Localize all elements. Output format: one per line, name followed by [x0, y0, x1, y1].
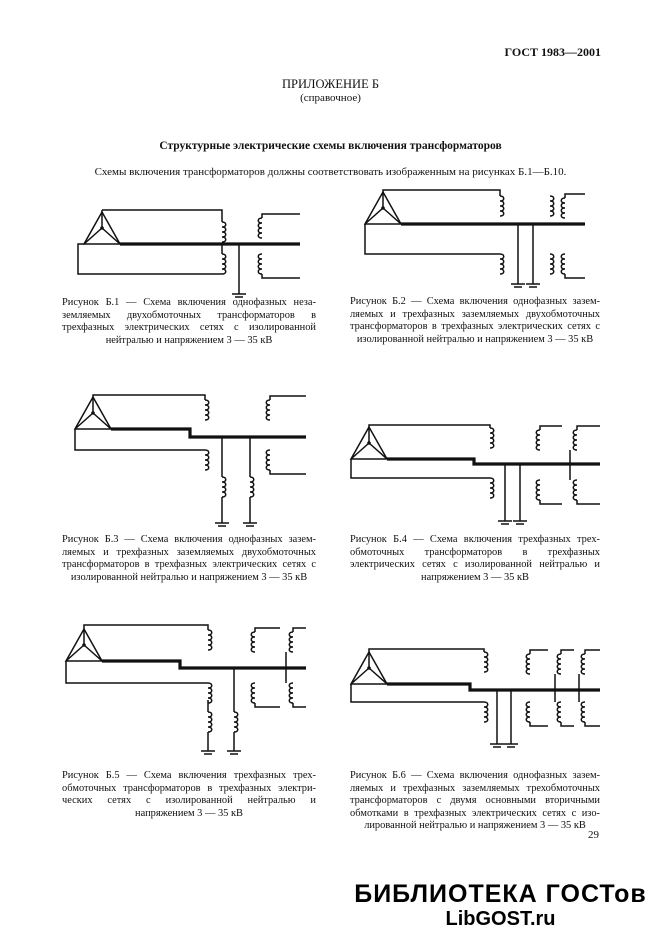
figure-b5-caption: Рисунок Б.5 — Схема включения трехфазных трехобмоточных трансформаторов в трехфазных электрических сетях с изолированной нейтралью и напряжением 3 — 35 кВ — [62, 770, 316, 819]
watermark-line2: LibGOST.ru — [445, 908, 556, 930]
figure-b4-diagram — [351, 425, 600, 524]
watermark — [340, 880, 661, 930]
figure-b3-diagram — [75, 395, 306, 526]
appendix-note: (справочное) — [300, 92, 361, 104]
page-number: 29 — [588, 829, 599, 841]
figure-b1-diagram — [78, 210, 300, 297]
figure-b6-diagram — [351, 649, 600, 747]
figure-b5-diagram — [66, 625, 306, 754]
figure-b1-caption: Рисунок Б.1 — Схема включения однофазных незаземляемых двухобмоточных трансформаторов в трехфазных электрических сетях с изолированной нейтралью и напряжением 3 — 35 кВ — [62, 297, 316, 346]
figure-b2-caption: Рисунок Б.2 — Схема включения однофазных заземляемых и трехфазных заземляемых двухобмоточных трансформаторов в трехфазных электрических сетях с изолированной нейтралью и напряжением 3 — 35 кВ — [350, 296, 600, 345]
section-title: Структурные электрические схемы включения трансформаторов — [159, 140, 502, 152]
standard-header: ГОСТ 1983—2001 — [504, 45, 601, 59]
figure-b4-caption: Рисунок Б.4 — Схема включения трехфазных трехобмоточных трансформаторов в трехфазных электрических сетях с изолированной нейтралью и напряжением 3 — 35 кВ — [350, 534, 600, 583]
intro-text: Схемы включения трансформаторов должны соответствовать изображенным на рисунках Б.1—Б.10. — [94, 166, 567, 178]
watermark-line1: БИБЛИОТЕКА ГОСТов — [354, 880, 647, 908]
appendix-title: ПРИЛОЖЕНИЕ Б — [281, 77, 380, 91]
figure-b3-caption: Рисунок Б.3 — Схема включения однофазных заземляемых и трехфазных заземляемых двухобмоточных трансформаторов в трехфазных электрических сетях с изолированной нейтралью и напряжением 3 — 35 кВ — [62, 534, 316, 583]
figure-b6-caption: Рисунок Б.6 — Схема включения однофазных заземляемых и трехфазных заземляемых трехобмоточных трансформаторов с двумя основными вторичными обмотками в трехфазных электрических сетях с изолированной нейтралью и напряжением 3 — 35 кВ — [350, 770, 600, 832]
figure-b2-diagram — [365, 190, 585, 287]
